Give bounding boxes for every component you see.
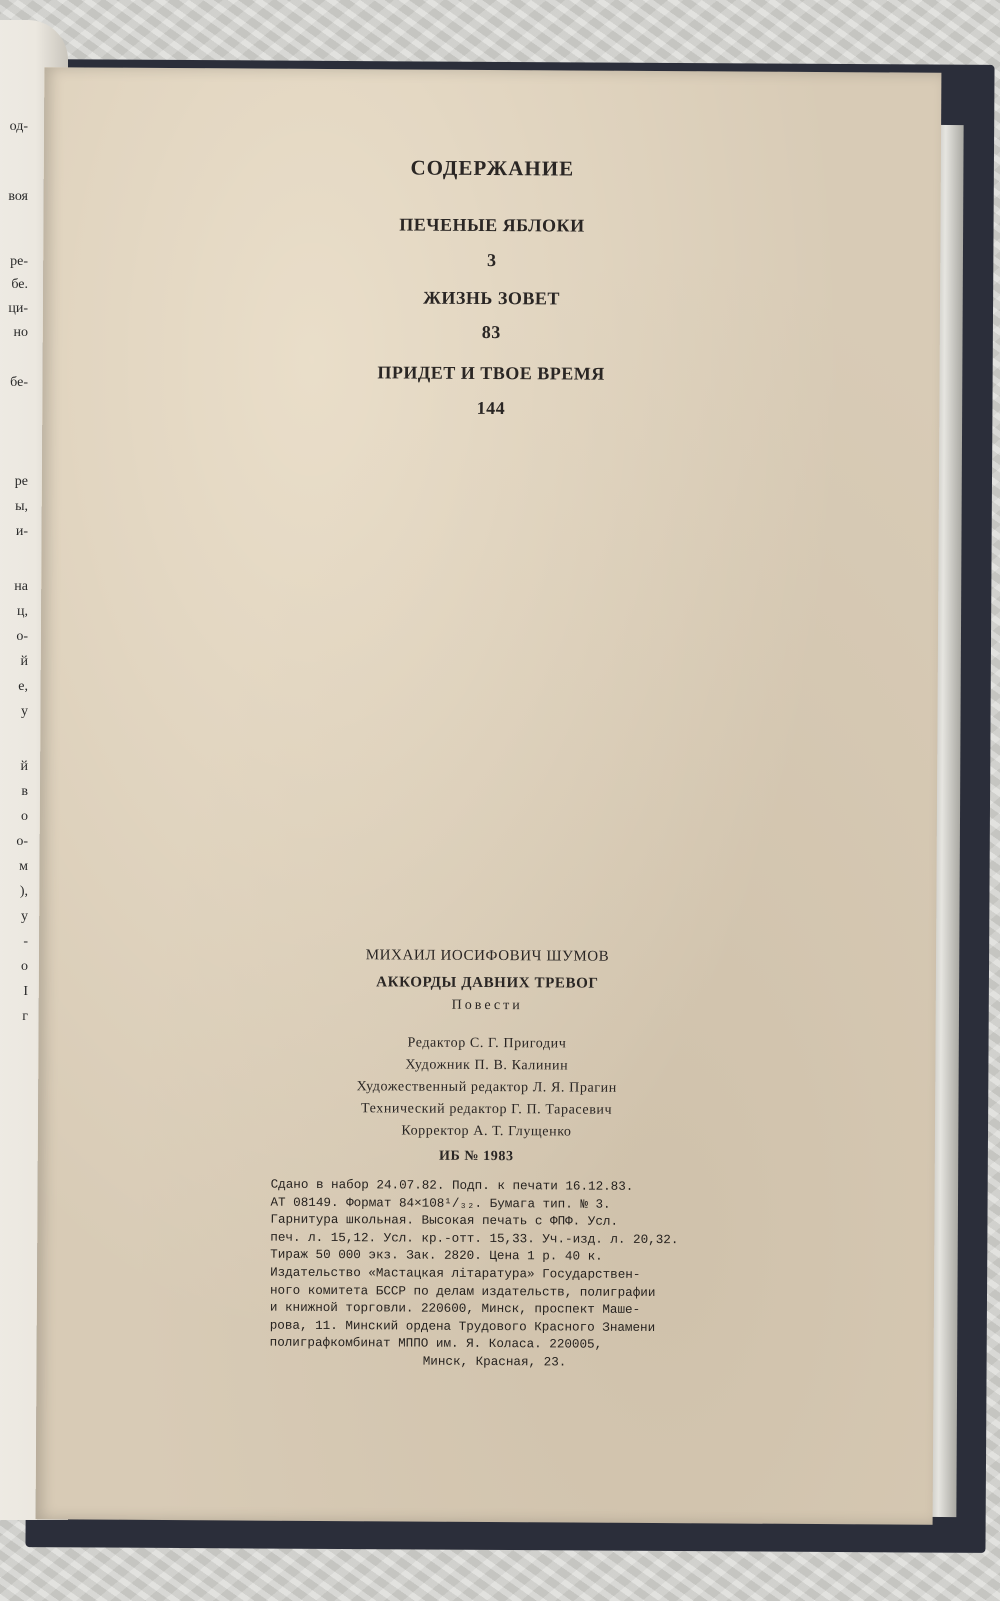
details-line: и книжной торговли. 220600, Минск, проспект Машe-	[269, 1300, 641, 1318]
toc-entry-page: 144	[476, 397, 506, 419]
book-genre: Повести	[451, 997, 523, 1014]
details-line: Издательство «Мастацкая літаратура» Государствен-	[270, 1265, 641, 1282]
left-page-text-fragment: и-	[15, 524, 28, 539]
left-page-text-fragment: бе.	[11, 277, 28, 292]
left-page-text-fragment: ци-	[8, 301, 28, 316]
left-page-text-fragment: у	[21, 909, 28, 924]
left-page-text-fragment: о	[21, 809, 28, 824]
ib-number: ИБ № 1983	[438, 1148, 514, 1165]
toc-entry-title: ЖИЗНЬ ЗОВЕТ	[423, 287, 560, 309]
details-line: ного комитета БССР по делам издательств, полиграфии	[269, 1283, 656, 1300]
left-page-text-fragment: м	[19, 859, 28, 874]
left-page-text-fragment: I	[23, 984, 28, 999]
left-page-text-fragment: г	[22, 1009, 28, 1024]
left-page-text-fragment: ре-	[10, 254, 28, 269]
credit-line: Технический редактор Г. П. Тарасевич	[360, 1101, 613, 1118]
left-page-text-fragment: ре	[14, 474, 28, 489]
details-line: АТ 08149. Формат 84×108¹/₃₂. Бумага тип. № 3.	[270, 1195, 611, 1212]
details-line: Тираж 50 000 экз. Зак. 2820. Цена 1 р. 40 к.	[270, 1248, 603, 1265]
credit-line: Художник П. В. Калинин	[405, 1057, 569, 1074]
author-name: МИХАИЛ ИОСИФОВИЧ ШУМОВ	[365, 947, 610, 965]
contents-title: СОДЕРЖАНИЕ	[410, 155, 575, 181]
toc-entry-page: 3	[486, 249, 497, 271]
left-page-text-fragment: но	[13, 325, 28, 340]
details-line: печ. л. 15,12. Усл. кр.-отт. 15,33. Уч.-изд. л. 20,32.	[270, 1230, 679, 1247]
details-line: Гарнитура школьная. Высокая печать с ФПФ. Усл.	[270, 1212, 619, 1229]
left-page-text-fragment: од-	[9, 119, 28, 134]
left-page-text-fragment: ы,	[15, 499, 28, 514]
credit-line: Корректор А. Т. Глущенко	[401, 1123, 572, 1140]
details-line: Минск, Красная, 23.	[422, 1354, 567, 1370]
left-page-text-fragment: бе-	[10, 375, 28, 390]
left-page-text-fragment: на	[14, 579, 28, 594]
left-page-text-fragment: -	[23, 934, 28, 949]
left-page-text-fragment: в	[21, 784, 28, 799]
left-page-text-fragment: ),	[19, 884, 28, 899]
toc-entry-title: ПЕЧЕНЫЕ ЯБЛОКИ	[399, 214, 585, 236]
left-page-text-fragment: о	[21, 959, 28, 974]
left-page-text-fragment: е,	[18, 679, 28, 694]
left-page-text-fragment: й	[20, 654, 28, 669]
toc-entry-page: 83	[481, 321, 501, 343]
right-page	[36, 67, 942, 1524]
toc-entry-title: ПРИДЕТ И ТВОЕ ВРЕМЯ	[377, 362, 605, 384]
left-page-text-fragment: й	[20, 759, 28, 774]
details-line: рова, 11. Минский ордена Трудового Красного Знамени	[269, 1318, 656, 1335]
details-line: Сдано в набор 24.07.82. Подп. к печати 16.12.83.	[270, 1177, 634, 1194]
left-page-text-fragment: у	[21, 704, 28, 719]
details-line: полиграфкомбинат МППО им. Я. Коласа. 220005,	[269, 1336, 603, 1353]
book-title: АККОРДЫ ДАВНИХ ТРЕВОГ	[376, 974, 599, 992]
left-page-text-fragment: о-	[16, 629, 28, 644]
left-page-text-fragment: воя	[8, 189, 28, 204]
left-page-text-fragment: ц,	[17, 604, 28, 619]
left-page-text-fragment: о-	[16, 834, 28, 849]
credit-line: Редактор С. Г. Пригодич	[407, 1035, 567, 1052]
publication-details	[269, 1177, 720, 1373]
credit-line: Художественный редактор Л. Я. Прагин	[356, 1079, 617, 1096]
